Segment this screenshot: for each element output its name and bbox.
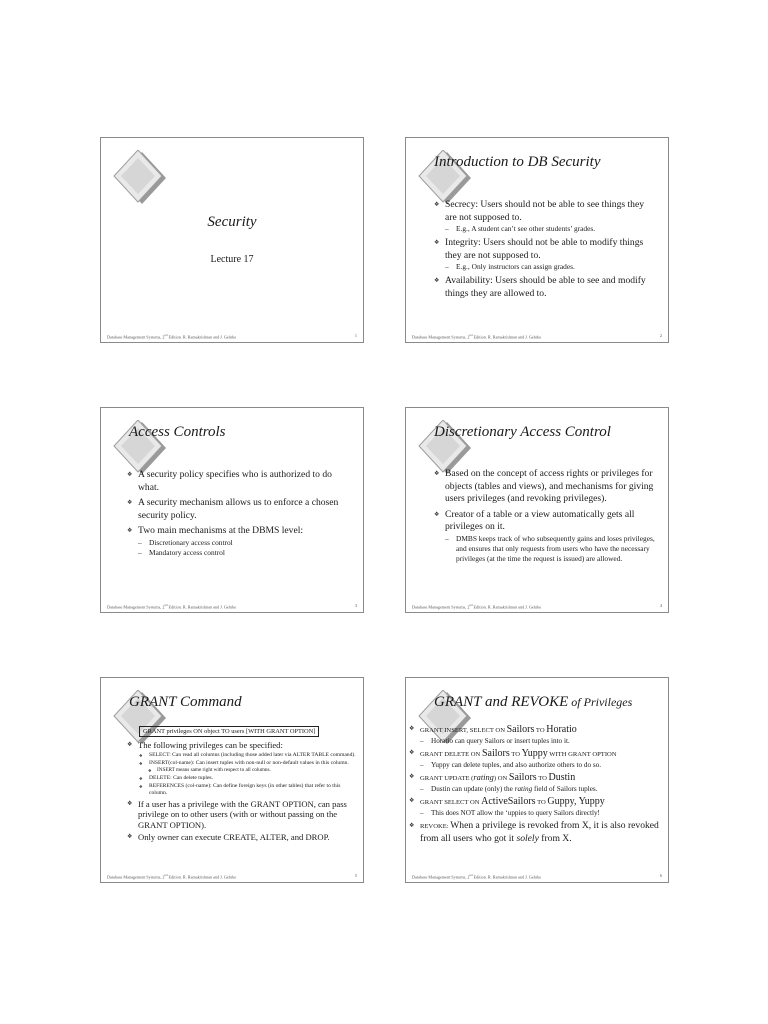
privilege-item: ❖ REFERENCES (col-name): Can define foreign keys (in other tables) that refer to this column.: [127, 783, 359, 797]
text-part: Dustin can update (only) the: [431, 785, 515, 793]
sql-keyword: ) ON: [493, 775, 509, 782]
sql-keyword: TO: [534, 727, 547, 734]
slide-6: [405, 677, 669, 883]
sub-bullet: – Yuppy can delete tuples, and also authorize others to do so.: [409, 760, 667, 770]
text-part: rating: [514, 785, 533, 793]
slide-1-title: Security: [207, 214, 257, 230]
footer-text: Database Management Systems, 2: [412, 604, 470, 609]
bullet: ❖ A security policy specifies who is authorized to do what.: [127, 469, 349, 494]
slide-number: 4: [659, 602, 662, 608]
footer-sup: nd: [469, 872, 473, 877]
bullet: ❖ Integrity: Users should not be able to modify things they are not supposed to.: [434, 237, 656, 262]
footer-text-end: Edition. R. Ramakrishnan and J. Gehrke: [472, 604, 542, 609]
sql-keyword: GRANT UPDATE (: [420, 775, 474, 782]
footer-text-end: Edition. R. Ramakrishnan and J. Gehrke: [472, 334, 542, 339]
footer-sup: nd: [469, 602, 473, 607]
footer-sup: nd: [164, 872, 168, 877]
slide-4: [405, 407, 669, 613]
slide-number: 3: [354, 602, 357, 608]
slide-4-footer: [412, 603, 662, 609]
slide-3-footer: [107, 603, 357, 609]
privilege-item: ❖ DELETE: Can delete tuples.: [127, 775, 359, 782]
slide-number: 5: [354, 872, 357, 878]
sql-object: Sailors: [506, 724, 535, 735]
privilege-item: ❖ SELECT: Can read all columns (including those added later via ALTER TABLE command).: [127, 752, 359, 759]
text-part: When a privilege is revoked from X, it is also revoked from all users who got it: [420, 820, 659, 844]
slide-number: 2: [659, 332, 662, 338]
slide-2-bullets: [434, 196, 656, 300]
bullet: ❖ Two main mechanisms at the DBMS level:: [127, 525, 349, 538]
footer-text: Database Management Systems, 2: [107, 334, 165, 339]
footer-text-end: Edition. R. Ramakrishnan and J. Gehrke: [167, 874, 237, 879]
slide-3-bullets: [127, 466, 349, 558]
footer-text-end: Edition. R. Ramakrishnan and J. Gehrke: [167, 604, 237, 609]
sql-user: Dustin: [548, 772, 576, 783]
bullet: ❖ Availability: Users should be able to see and modify things they are allowed to.: [434, 275, 656, 300]
title-part: GRANT and REVOKE: [434, 694, 569, 710]
sql-user: Yuppy: [521, 748, 548, 759]
grant-syntax-box: GRANT privileges ON object TO users [WITH GRANT OPTION]: [139, 726, 319, 737]
text-part: solely: [516, 833, 539, 844]
sql-user: Horatio: [546, 724, 577, 735]
sql-keyword: GRANT SELECT ON: [420, 799, 482, 806]
sql-object: Sailors: [481, 748, 510, 759]
sql-keyword: REVOKE:: [420, 823, 451, 830]
sql-user: Guppy, Yuppy: [547, 796, 605, 807]
grant-example: [409, 796, 667, 808]
slide-number: 6: [659, 872, 662, 878]
slide-2-title: Introduction to DB Security: [434, 154, 601, 170]
slide-6-bullets: [409, 722, 667, 845]
sql-object: ActiveSailors: [481, 796, 536, 807]
footer-text: Database Management Systems, 2: [107, 604, 165, 609]
grant-example: [409, 772, 667, 784]
title-part: of Privileges: [568, 695, 633, 709]
slide-1: [100, 137, 364, 343]
footer-sup: nd: [164, 332, 168, 337]
revoke-bullet: [409, 820, 667, 845]
slide-5: [100, 677, 364, 883]
sub-bullet: – DMBS keeps track of who subsequently gains and loses privileges, and ensures that only requests from users who have the necessary privileges (at the time the request is issued) are allowed.: [434, 534, 656, 564]
sql-keyword: WITH GRANT OPTION: [547, 751, 617, 758]
sub-bullet: – This does NOT allow the ‘uppies to query Sailors directly!: [409, 808, 667, 818]
slide-5-title: GRANT Command: [129, 694, 242, 710]
slide-2: [405, 137, 669, 343]
sub-bullet: [409, 784, 667, 794]
bullet: ❖ Secrecy: Users should not be able to see things they are not supposed to.: [434, 199, 656, 224]
privilege-subitem: ❖ INSERT means same right with respect to all columns.: [127, 767, 359, 774]
sub-bullet: – Mandatory access control: [127, 548, 349, 558]
bullet: ❖ Creator of a table or a view automatically gets all privileges on it.: [434, 509, 656, 534]
text-part: from X.: [538, 833, 572, 844]
footer-sup: nd: [469, 332, 473, 337]
bullet: ❖ If a user has a privilege with the GRANT OPTION, can pass privilege on to other users (with or without passing on the GRANT OPTION).: [127, 799, 359, 831]
sub-bullet: – Horatio can query Sailors or insert tuples into it.: [409, 736, 667, 746]
slide-3-title: Access Controls: [129, 424, 226, 440]
slide-1-footer: [107, 333, 357, 339]
bullet: ❖ A security mechanism allows us to enforce a chosen security policy.: [127, 497, 349, 522]
bullet: ❖ Based on the concept of access rights or privileges for objects (tables and views), and mechanisms for giving users privileges (and revoking privileges).: [434, 468, 656, 506]
sql-column: rating: [473, 773, 494, 782]
slide-4-title: Discretionary Access Control: [434, 424, 611, 440]
sql-keyword: TO: [536, 775, 549, 782]
sql-object: Sailors: [508, 772, 537, 783]
slide-4-bullets: [434, 465, 656, 564]
bullet: ❖ The following privileges can be specified:: [127, 740, 359, 751]
diamond-logo-icon: [112, 150, 168, 206]
slide-5-footer: [107, 873, 357, 879]
footer-text: Database Management Systems, 2: [412, 874, 470, 879]
sub-bullet: – E.g., Only instructors can assign grades.: [434, 262, 656, 272]
footer-sup: nd: [164, 602, 168, 607]
slide-5-bullets: [127, 738, 359, 843]
grant-example: [409, 724, 667, 736]
bullet: ❖ Only owner can execute CREATE, ALTER, and DROP.: [127, 832, 359, 843]
footer-text-end: Edition. R. Ramakrishnan and J. Gehrke: [167, 334, 237, 339]
slide-1-subtitle: Lecture 17: [210, 254, 254, 265]
slide-6-footer: [412, 873, 662, 879]
footer-text: Database Management Systems, 2: [412, 334, 470, 339]
slide-number: 1: [354, 332, 357, 338]
sql-keyword: GRANT DELETE ON: [420, 751, 482, 758]
sub-bullet: – Discretionary access control: [127, 538, 349, 548]
text-part: field of Sailors tuples.: [532, 785, 598, 793]
privilege-item: ❖ INSERT(col-name): Can insert tuples with non-null or non-default values in this column.: [127, 760, 359, 767]
slide-2-footer: [412, 333, 662, 339]
sub-bullet: – E.g., A student can’t see other students’ grades.: [434, 224, 656, 234]
grant-example: [409, 748, 667, 760]
slide-6-title: [434, 694, 632, 711]
footer-text: Database Management Systems, 2: [107, 874, 165, 879]
footer-text-end: Edition. R. Ramakrishnan and J. Gehrke: [472, 874, 542, 879]
sql-keyword: TO: [509, 751, 522, 758]
sql-keyword: TO: [535, 799, 548, 806]
slide-3: [100, 407, 364, 613]
sql-keyword: GRANT INSERT, SELECT ON: [420, 727, 507, 734]
